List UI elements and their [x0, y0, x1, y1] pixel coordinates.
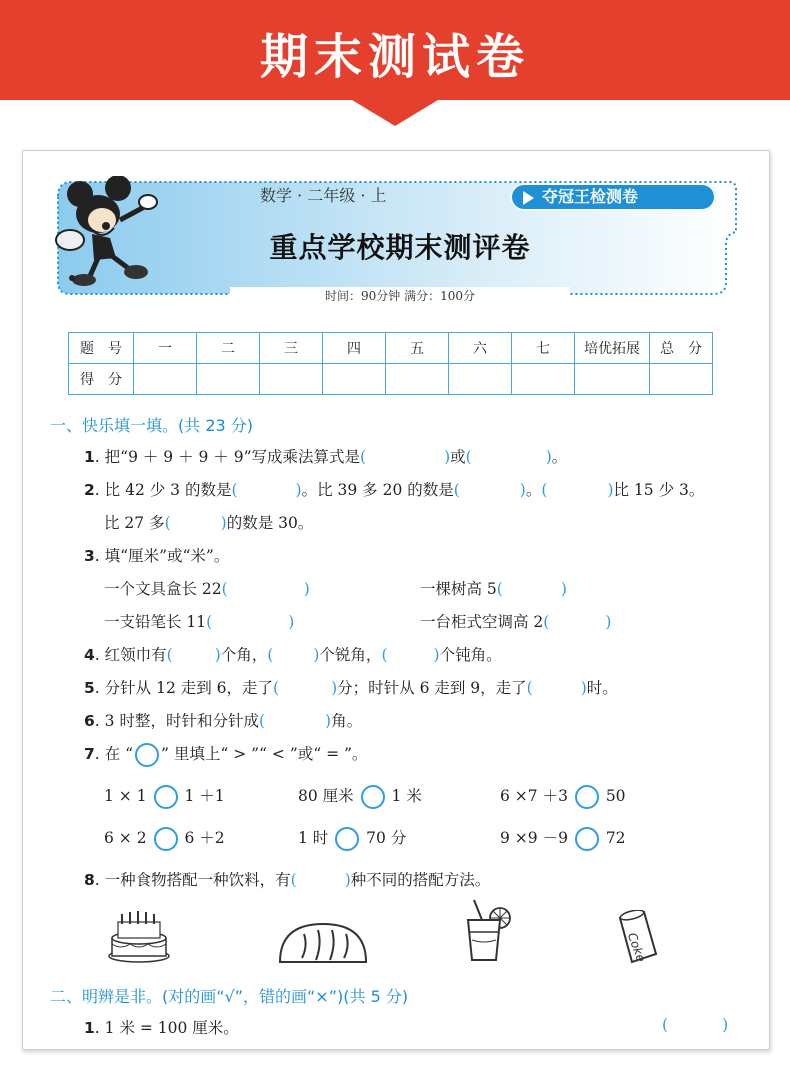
answer-blank[interactable]: ( ) — [496, 580, 567, 598]
section-title: 二、明辨是非。(对的画“√”，错的画“×”)(共 5 分) — [50, 987, 409, 1006]
answer-blank[interactable]: ( ) — [541, 481, 614, 499]
judge-question-1: 1. 1 米 = 100 厘米。 — [84, 1019, 239, 1037]
time-info: 时间：90分钟 满分：100分 — [230, 287, 570, 304]
compare-item: 80 厘米 1 米 — [298, 784, 422, 809]
answer-blank[interactable]: ( ) — [543, 613, 612, 631]
question-5: 5. 分针从 12 走到 6，走了( )分；时针从 6 走到 9，走了( )时。 — [84, 679, 618, 697]
answer-blank[interactable]: ( ) — [290, 871, 351, 889]
score-cell[interactable] — [386, 364, 449, 395]
banner-arrow — [352, 100, 438, 126]
cola-can-icon — [614, 910, 660, 966]
compare-circle[interactable] — [154, 785, 178, 809]
score-cell[interactable] — [197, 364, 260, 395]
answer-blank[interactable]: ( ) — [231, 481, 302, 499]
exam-title: 重点学校期末测评卷 — [269, 231, 531, 264]
compare-circle[interactable] — [361, 785, 385, 809]
question-2: 2. 比 42 少 3 的数是( )。比 39 多 20 的数是( )。( )比 15 少 3。 — [84, 481, 705, 499]
table-cell: 一 — [134, 333, 197, 364]
compare-item: 1 时 70 分 — [298, 826, 406, 851]
answer-blank[interactable]: ( ) — [526, 679, 587, 697]
score-table — [68, 332, 713, 395]
question-4: 4. 红领巾有( )个角，( )个锐角，( )个钝角。 — [84, 646, 502, 664]
table-cell: 六 — [449, 333, 512, 364]
banner-title: 期末测试卷 — [259, 29, 530, 85]
bread-icon — [276, 920, 370, 966]
question-3-item: 一个文具盒长 22( ) — [104, 580, 310, 598]
table-cell: 七 — [512, 333, 575, 364]
subject-grade: 数学 · 二年级 · 上 — [260, 186, 387, 205]
answer-blank[interactable]: ( ) — [206, 613, 295, 631]
question-3-item: 一棵树高 5( ) — [420, 580, 567, 598]
answer-blank[interactable]: ( ) — [267, 646, 320, 664]
question-3-item: 一支铅笔长 11( ) — [104, 613, 295, 631]
answer-blank[interactable]: ( ) — [381, 646, 440, 664]
question-8: 8. 一种食物搭配一种饮料，有( )种不同的搭配方法。 — [84, 871, 491, 889]
question-1: 1. 把“9 ＋ 9 ＋ 9 ＋ 9”写成乘法算式是( )或( )。 — [84, 448, 568, 466]
compare-item: 9 ×9 －9 72 — [500, 826, 626, 851]
table-cell: 题 号 — [69, 333, 134, 364]
compare-circle[interactable] — [154, 827, 178, 851]
circle-blank — [135, 743, 159, 767]
score-cell[interactable] — [134, 364, 197, 395]
compare-item: 1 × 1 1 ＋1 — [104, 784, 225, 809]
judge-blank[interactable]: ( ) — [662, 1016, 729, 1034]
score-cell[interactable] — [260, 364, 323, 395]
compare-circle[interactable] — [575, 827, 599, 851]
badge-label: 夺冠王检测卷 — [510, 183, 716, 211]
compare-circle[interactable] — [575, 785, 599, 809]
answer-blank[interactable]: ( ) — [221, 580, 310, 598]
compare-item: 6 ×7 ＋3 50 — [500, 784, 626, 809]
question-2-cont: 比 27 多( )的数是 30。 — [104, 514, 314, 532]
answer-blank[interactable]: ( ) — [166, 646, 221, 664]
table-cell: 得 分 — [69, 364, 134, 395]
table-cell: 五 — [386, 333, 449, 364]
question-3-item: 一台柜式空调高 2( ) — [420, 613, 612, 631]
score-cell[interactable] — [650, 364, 713, 395]
juice-icon — [460, 898, 516, 964]
score-cell[interactable] — [449, 364, 512, 395]
question-6: 6. 3 时整，时针和分针成( )角。 — [84, 712, 363, 730]
answer-blank[interactable]: ( ) — [465, 448, 552, 466]
table-row — [69, 333, 713, 364]
answer-blank[interactable]: ( ) — [273, 679, 338, 697]
question-7: 7. 在 “ ” 里填上“ > ”“ < ”或“ = ”。 — [84, 742, 367, 767]
mickey-icon — [50, 176, 160, 288]
score-cell[interactable] — [323, 364, 386, 395]
section-title: 一、快乐填一填。(共 23 分) — [50, 416, 254, 435]
play-icon — [523, 191, 534, 205]
question-3: 3. 填“厘米”或“米”。 — [84, 547, 230, 565]
score-cell[interactable] — [512, 364, 575, 395]
table-cell: 总 分 — [650, 333, 713, 364]
svg-text:Coke: Coke — [624, 930, 649, 964]
table-cell: 三 — [260, 333, 323, 364]
table-cell: 培优拓展 — [575, 333, 650, 364]
table-cell: 二 — [197, 333, 260, 364]
table-cell: 四 — [323, 333, 386, 364]
answer-blank[interactable]: ( ) — [164, 514, 227, 532]
compare-circle[interactable] — [335, 827, 359, 851]
answer-blank[interactable]: ( ) — [258, 712, 332, 730]
answer-blank[interactable]: ( ) — [360, 448, 451, 466]
answer-blank[interactable]: ( ) — [453, 481, 526, 499]
table-row — [69, 364, 713, 395]
cake-icon — [106, 908, 172, 964]
score-cell[interactable] — [575, 364, 650, 395]
compare-item: 6 × 2 6 ＋2 — [104, 826, 225, 851]
